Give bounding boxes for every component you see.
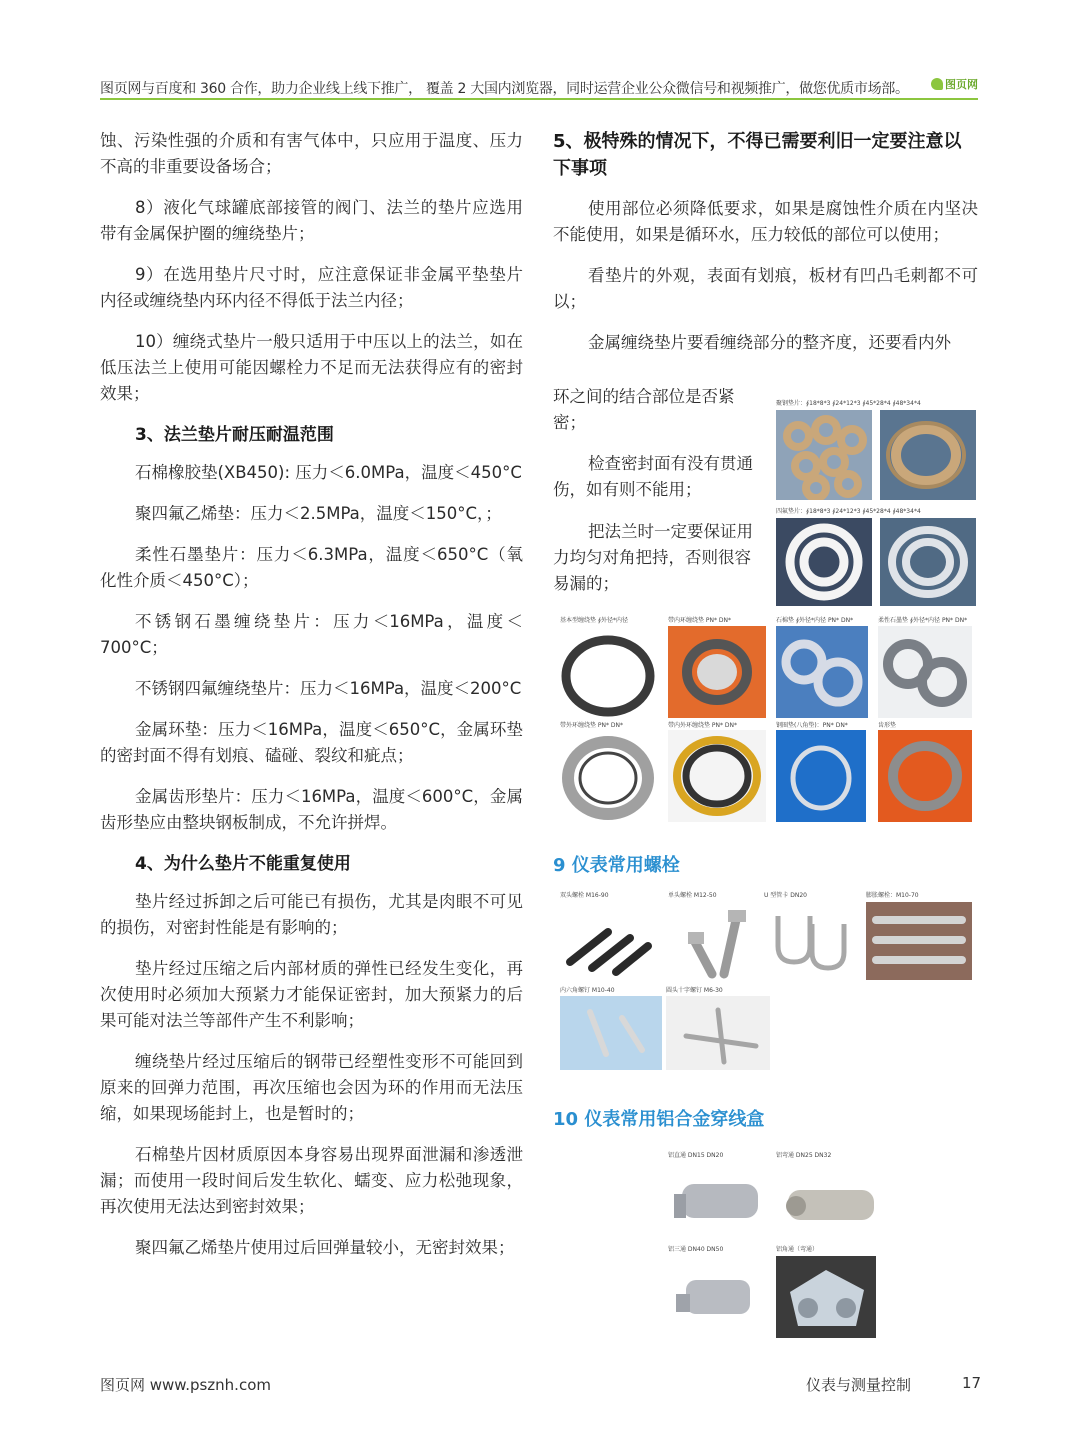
paragraph: 石棉橡胶垫(XB450): 压力＜6.0MPa，温度＜450°C [135,463,522,482]
paragraph: 10）缠绕式垫片一般只适用于中压以上的法兰，如在低压法兰上使用可能因螺栓力不足而无法获得应有的密封效果； [100,332,523,403]
conduit-photo-tee [668,1244,760,1334]
photo-caption: 基本型缠绕垫 ∮外径*内径 [560,617,629,624]
paragraph: 看垫片的外观，表面有划痕，板材有凹凸毛刺都不可以； [553,266,978,311]
octagonal-ring-image [776,730,866,822]
paragraph: 8）液化气球罐底部接管的阀门、法兰的垫片应选用带有金属保护圈的缠绕垫片； [100,198,523,243]
conduit-photo-straight [668,1150,772,1240]
paragraph: 缠绕垫片经过压缩后的钢带已经塑性变形不可能回到原来的回弹力范围，再次压缩也会因为环的作用而无法压缩，如果现场能封上，也是暂时的； [100,1052,523,1123]
photo-caption: 膨胀螺栓：M10-70 [866,892,919,899]
bolt-photo-expansion [866,890,972,980]
conduit-photo-elbow [776,1150,880,1240]
paragraph: 聚四氟乙烯垫片使用过后回弹量较小，无密封效果； [135,1238,515,1257]
gasket-photo-octagonal [776,720,866,822]
photo-caption: 四氟垫片：∮18*8*3 ∮24*12*3 ∮45*28*4 ∮48*34*4 [776,508,921,515]
bolt-photo-socket [560,985,662,1070]
paragraph: 金属齿形垫片：压力＜16MPa，温度＜600°C，金属齿形垫应由整块钢板制成，不允许拼焊。 [100,787,523,832]
serrated-gasket-image [878,730,972,822]
paragraph: 柔性石墨垫片：压力＜6.3MPa，温度＜650°C（氧化性介质＜450°C）； [100,545,523,590]
inner-outer-gasket-image [668,730,766,822]
straight-conduit-image [668,1160,772,1240]
photo-caption: 铝角通（弯通） [776,1246,819,1253]
paragraph: 垫片经过压缩之后内部材质的弹性已经发生变化，再次使用时必须加大预紧力才能保证密封，加大预紧力的后果可能对法兰等部件产生不利影响； [100,959,523,1030]
expansion-bolt-image [866,902,972,980]
section-heading-10: 10 仪表常用铝合金穿线盒 [553,1109,765,1130]
bolt-photo-u-clamp [764,890,860,980]
section-heading-3: 3、法兰垫片耐压耐温范围 [135,425,334,445]
bolt-photo-stud [560,890,656,980]
logo-leaf-icon [931,78,943,90]
paragraph: 把法兰时一定要保证用力均匀对角把持，否则很容易漏的； [553,522,753,593]
photo-caption: U 型管卡 DN20 [764,892,807,899]
tee-conduit-image [668,1254,760,1334]
paragraph: 金属缠绕垫片要看缠绕部分的整齐度，还要看内外 [588,333,951,352]
gasket-photo-outer-ring [560,720,656,822]
elbow-conduit-image [776,1160,880,1240]
gasket-photo-serrated [878,720,972,822]
header-logo [931,76,978,92]
photo-caption: 带内外环缠绕垫 PN* DN* [668,722,738,729]
photo-caption: 铝三通 DN40 DN50 [668,1246,724,1253]
photo-caption: 铝直通 DN15 DN20 [668,1152,724,1159]
left-column [100,128,523,1276]
basic-winding-gasket-image [560,626,656,718]
paragraph: 环之间的结合部位是否紧密； [553,387,735,432]
photo-caption: 聚钢垫片：∮18*8*3 ∮24*12*3 ∮45*28*4 ∮48*34*4 [776,400,921,407]
asbestos-gasket-image [776,626,868,718]
photo-caption: 单头螺栓 M12-50 [668,892,717,899]
paragraph: 9）在选用垫片尺寸时，应注意保证非金属平垫垫片内径或缠绕垫内环内径不得低于法兰内径； [100,265,523,310]
footer-section-title: 仪表与测量控制 [806,1376,912,1394]
photo-caption: 带外环缠绕垫 PN* DN* [560,722,624,729]
section-heading-9: 9 仪表常用螺栓 [553,855,680,876]
gasket-photo-inner-ring [668,615,766,718]
photo-caption: 圆头十字螺钉 M6-30 [666,987,723,994]
header-text: 图页网与百度和 360 合作，助力企业线上线下推广， 覆盖 2 大国内浏览器，同时运营企业公众微信号和视频推广，做您优质市场部。 [100,81,909,97]
inner-ring-gasket-image [668,626,766,718]
paragraph: 不锈钢石墨缠绕垫片：压力＜16MPa，温度＜700°C； [100,612,523,657]
photo-caption: 石棉垫 ∮外径*内径 PN* DN* [776,617,854,624]
ptfe-gasket-image [776,518,976,606]
page-header [100,76,978,100]
paragraph: 检查密封面有没有贯通伤，如有则不能用； [553,454,753,499]
photo-caption: 带内环缠绕垫 PN* DN* [668,617,732,624]
u-clamp-image [764,902,860,980]
paragraph: 聚四氟乙烯垫：压力＜2.5MPa，温度＜150°C，； [135,504,502,523]
stud-bolt-image [560,902,656,980]
right-column-text [553,128,978,356]
section-heading-4: 4、为什么垫片不能重复使用 [135,854,351,874]
paragraph: 不锈钢四氟缠绕垫片：压力＜16MPa，温度＜200°C [135,679,522,698]
conduit-photo-angle [776,1244,876,1338]
photo-caption: 双头螺栓 M16-90 [560,892,609,899]
gasket-photo-asbestos [776,615,868,718]
paragraph: 蚀、污染性强的介质和有害气体中，只应用于温度、压力不高的非重要设备场合； [100,131,523,176]
gasket-photo-graphite [878,615,972,718]
hex-bolt-image [668,902,764,980]
photo-caption: 铝弯通 DN25 DN32 [776,1152,832,1159]
angle-conduit-image [776,1256,876,1338]
photo-caption: 钢圈垫(八角垫)：PN* DN* [776,722,848,729]
footer-website: 图页网 www.psznh.com [100,1376,271,1394]
steel-gasket-image [776,410,976,500]
phillips-screw-image [666,996,770,1070]
outer-ring-gasket-image [560,730,656,822]
gasket-photo-ptfe [776,506,976,606]
page-number: 17 [962,1374,982,1392]
gasket-photo-steel [776,398,976,500]
bolt-photo-phillips [666,985,770,1070]
graphite-gasket-image [878,626,972,718]
paragraph: 石棉垫片因材质原因本身容易出现界面泄漏和渗透泄漏；而使用一段时间后发生软化、蠕变、应力松弛现象，再次使用无法达到密封效果； [100,1145,523,1216]
paragraph: 金属环垫：压力＜16MPa，温度＜650°C，金属环垫的密封面不得有划痕、磕碰、裂纹和疵点； [100,720,523,765]
bolt-photo-hex [668,890,764,980]
logo-text: 图页网 [945,78,978,91]
gasket-photo-basic [560,615,656,718]
section-heading-5: 5、极特殊的情况下，不得已需要利旧一定要注意以下事项 [553,131,962,179]
photo-caption: 内六角螺钉 M10-40 [560,987,615,994]
photo-caption: 齿形垫 [878,722,897,729]
photo-caption: 柔性石墨垫 ∮外径*内径 PN* DN* [878,617,968,624]
paragraph: 使用部位必须降低要求，如果是腐蚀性介质在内坚决不能使用，如果是循环水，压力较低的部位可以使用； [553,199,978,244]
socket-screw-image [560,996,662,1070]
gasket-photo-inner-outer [668,720,766,822]
paragraph: 垫片经过拆卸之后可能已有损伤，尤其是肉眼不可见的损伤，对密封性能是有影响的； [100,892,523,937]
